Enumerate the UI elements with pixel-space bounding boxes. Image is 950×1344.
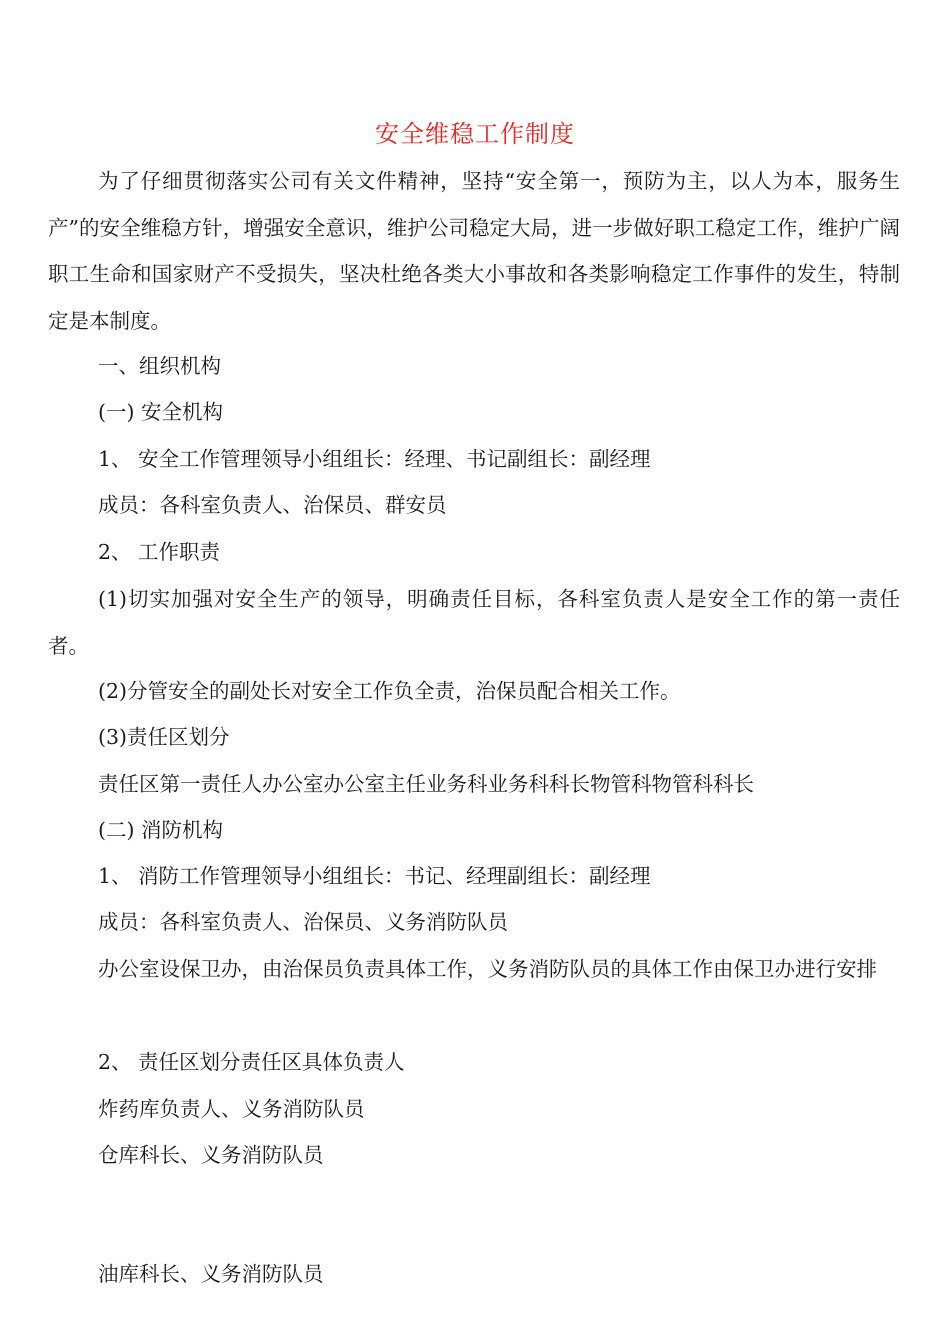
- duty-item-1: (1)切实加强对安全生产的领导，明确责任目标，各科室负责人是安全工作的第一责任者。: [48, 587, 900, 658]
- security-office-paragraph: 办公室设保卫办，由治保员负责具体工作，义务消防队员的具体工作由保卫办进行安排: [98, 957, 877, 981]
- duty-item-2: (2)分管安全的副处长对安全工作负全责，治保员配合相关工作。: [98, 679, 681, 703]
- fire-leadership-group: 1、 消防工作管理领导小组组长：书记、经理副组长：副经理: [98, 864, 651, 888]
- subsection-heading-fire: (二) 消防机构: [98, 818, 224, 842]
- safety-members: 成员：各科室负责人、治保员、群安员: [98, 493, 447, 517]
- duty-item-3: (3)责任区划分: [98, 725, 230, 749]
- document-title: 安全维稳工作制度: [375, 120, 575, 148]
- zone-oil-depot: 油库科长、义务消防队员: [98, 1262, 324, 1286]
- subsection-heading-safety: (一) 安全机构: [98, 400, 224, 424]
- fire-members: 成员：各科室负责人、治保员、义务消防队员: [98, 910, 508, 934]
- safety-leadership-group: 1、 安全工作管理领导小组组长：经理、书记副组长：副经理: [98, 447, 651, 471]
- responsibility-zones: 责任区第一责任人办公室办公室主任业务科业务科科长物管科物管科科长: [98, 772, 754, 796]
- zone-warehouse: 仓库科长、义务消防队员: [98, 1143, 324, 1167]
- zone-explosives-store: 炸药库负责人、义务消防队员: [98, 1097, 365, 1121]
- section-heading-organization: 一、组织机构: [98, 354, 221, 378]
- intro-paragraph: 为了仔细贯彻落实公司有关文件精神，坚持“安全第一，预防为主，以人为本，服务生产”的安全维稳方针，增强安全意识，维护公司稳定大局，进一步做好职工稳定工作，维护广阔职工生命和国家财产不受损失，坚决杜绝各类大小事故和各类影响稳定工作事件的发生，特制定是本制度。: [48, 169, 900, 333]
- duties-heading: 2、 工作职责: [98, 540, 221, 564]
- fire-zones-heading: 2、 责任区划分责任区具体负责人: [98, 1050, 405, 1074]
